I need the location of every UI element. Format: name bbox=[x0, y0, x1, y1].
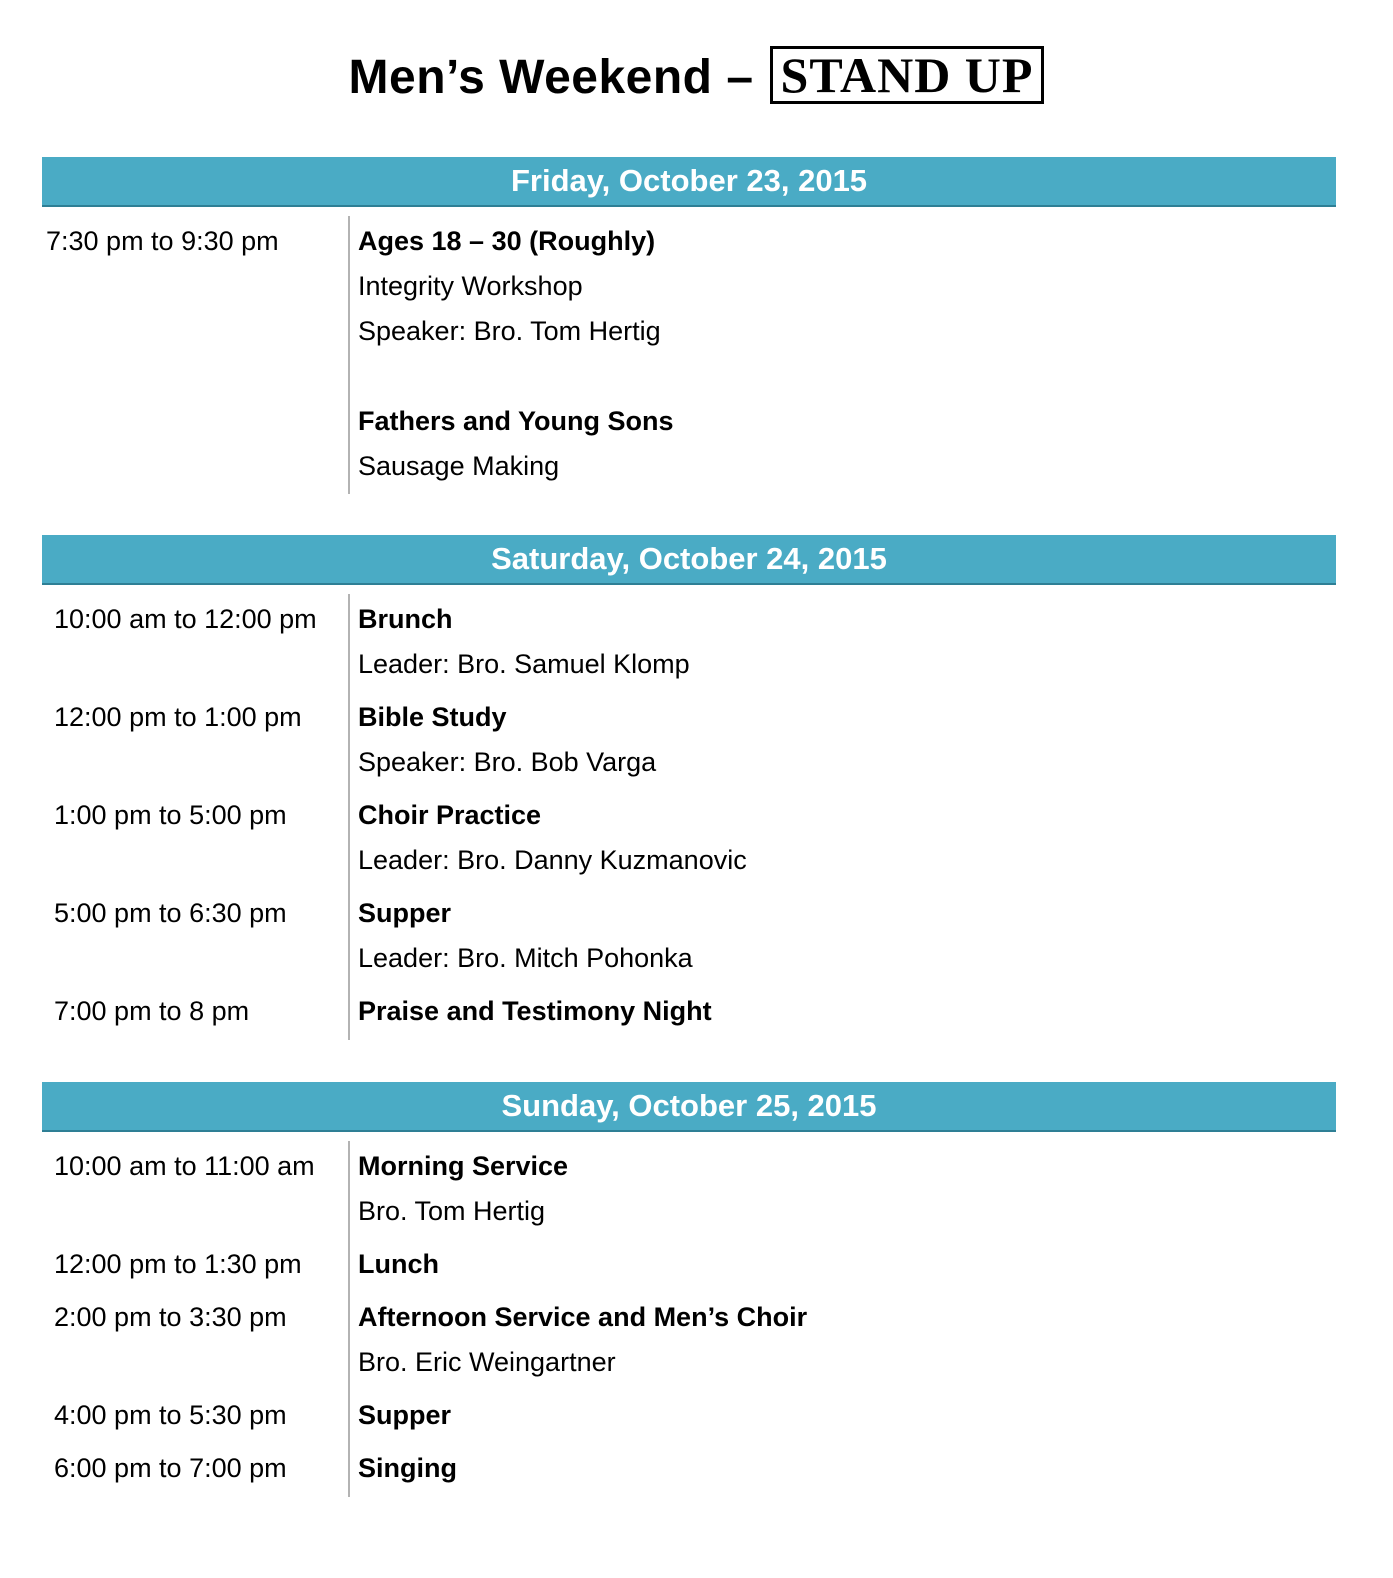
event-spacer bbox=[358, 354, 674, 399]
stand-up-stamp: STAND UP bbox=[770, 46, 1045, 104]
event-leader: Leader: Bro. Mitch Pohonka bbox=[358, 943, 693, 973]
event-speaker: Bro. Tom Hertig bbox=[358, 1196, 546, 1226]
time-slot: 2:00 pm to 3:30 pm bbox=[54, 1302, 287, 1332]
day-header-sunday: Sunday, October 25, 2015 bbox=[42, 1082, 1336, 1132]
event-details bbox=[358, 989, 712, 1034]
event-title: Praise and Testimony Night bbox=[358, 996, 712, 1026]
event-details bbox=[358, 219, 674, 489]
event-title: Afternoon Service and Men’s Choir bbox=[358, 1302, 808, 1332]
event-title: Choir Practice bbox=[358, 800, 542, 830]
event-title: Supper bbox=[358, 1400, 452, 1430]
event-details bbox=[358, 891, 693, 981]
day-header-saturday: Saturday, October 24, 2015 bbox=[42, 535, 1336, 585]
page-title bbox=[0, 42, 1393, 112]
event-leader: Leader: Bro. Danny Kuzmanovic bbox=[358, 845, 747, 875]
event-details bbox=[358, 1393, 451, 1438]
event-title: Supper bbox=[358, 898, 452, 928]
day-header-friday: Friday, October 23, 2015 bbox=[42, 157, 1336, 207]
time-slot: 7:00 pm to 8 pm bbox=[54, 996, 250, 1026]
title-text: Men’s Weekend – bbox=[348, 50, 754, 104]
event-title: Morning Service bbox=[358, 1151, 569, 1181]
event-detail: Sausage Making bbox=[358, 451, 560, 481]
event-details bbox=[358, 1242, 439, 1287]
event-title: Lunch bbox=[358, 1249, 439, 1279]
time-slot: 12:00 pm to 1:30 pm bbox=[54, 1249, 302, 1279]
event-title: Fathers and Young Sons bbox=[358, 406, 674, 436]
column-divider bbox=[348, 216, 350, 494]
event-details bbox=[358, 695, 656, 785]
event-leader: Leader: Bro. Samuel Klomp bbox=[358, 649, 690, 679]
time-slot: 10:00 am to 12:00 pm bbox=[54, 604, 317, 634]
time-slot: 6:00 pm to 7:00 pm bbox=[54, 1453, 287, 1483]
event-details bbox=[358, 1144, 568, 1234]
event-details bbox=[358, 793, 747, 883]
time-slot: 10:00 am to 11:00 am bbox=[54, 1151, 315, 1181]
event-detail: Integrity Workshop bbox=[358, 271, 583, 301]
event-title: Bible Study bbox=[358, 702, 507, 732]
event-details bbox=[358, 597, 690, 687]
event-speaker: Speaker: Bro. Tom Hertig bbox=[358, 316, 661, 346]
event-title: Singing bbox=[358, 1453, 457, 1483]
event-details bbox=[358, 1446, 457, 1491]
time-slot: 7:30 pm to 9:30 pm bbox=[46, 226, 279, 256]
time-slot: 4:00 pm to 5:30 pm bbox=[54, 1400, 287, 1430]
time-slot: 12:00 pm to 1:00 pm bbox=[54, 702, 302, 732]
event-title: Ages 18 – 30 (Roughly) bbox=[358, 226, 656, 256]
column-divider bbox=[348, 594, 350, 1040]
column-divider bbox=[348, 1141, 350, 1497]
event-speaker: Bro. Eric Weingartner bbox=[358, 1347, 616, 1377]
time-slot: 1:00 pm to 5:00 pm bbox=[54, 800, 287, 830]
event-title: Brunch bbox=[358, 604, 453, 634]
time-slot: 5:00 pm to 6:30 pm bbox=[54, 898, 287, 928]
event-speaker: Speaker: Bro. Bob Varga bbox=[358, 747, 657, 777]
event-details bbox=[358, 1295, 807, 1385]
